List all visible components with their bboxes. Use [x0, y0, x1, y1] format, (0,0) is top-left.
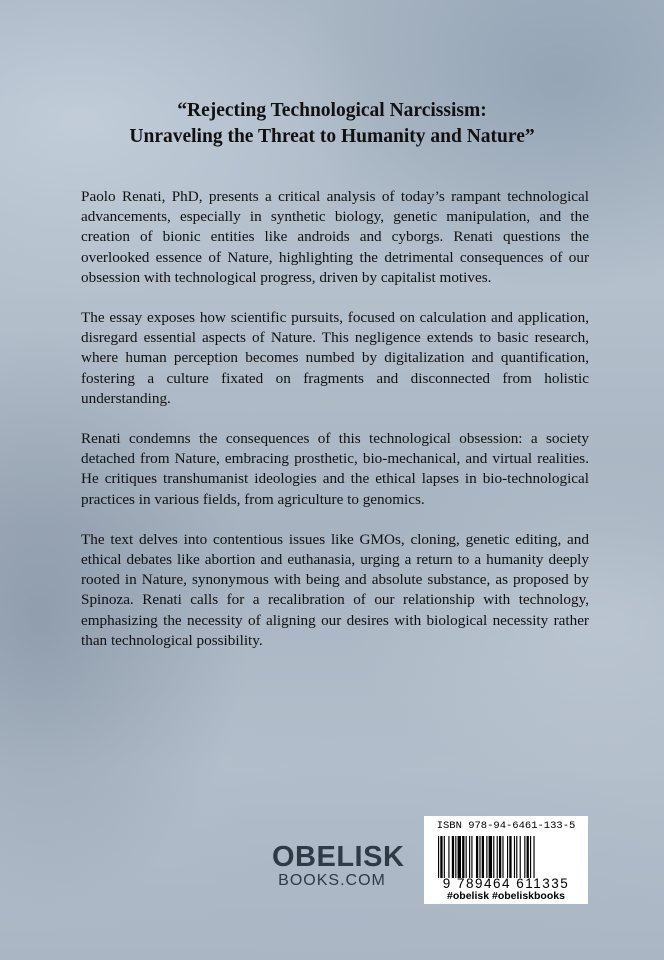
- publisher-brand: OBELISK: [272, 841, 405, 873]
- blurb-paragraph-1: Paolo Renati, PhD, presents a critical analysis of today’s rampant technological advancements, especially in synthetic biology, genetic manipulation, and the creation of bionic entities like androids and cyborgs. Renati questions the overlooked essence of Nature, highlighting the detrimental consequences of our obsession with technological progress, driven by capitalist motives.: [81, 188, 589, 286]
- book-title: [0, 98, 664, 150]
- barcode-icon: [438, 836, 586, 878]
- blurb: [81, 187, 589, 671]
- barcode-panel: [424, 816, 588, 904]
- publisher-logo: [272, 841, 405, 904]
- isbn-text: ISBN 978-94-6461-133-5: [436, 820, 576, 832]
- blurb-paragraph-2: The essay exposes how scientific pursuits, focused on calculation and application, disregard essential aspects of Nature. This negligence extends to basic research, where human perception becomes numbed by digitalization and quantification, fostering a culture fixated on fragments and disconnected from holistic understanding.: [81, 309, 589, 407]
- barcode-digits: 9 789464 611335: [442, 876, 570, 891]
- hashtags: #obelisk #obeliskbooks: [447, 890, 565, 902]
- title-line-1: “Rejecting Technological Narcissism:: [177, 100, 487, 121]
- blurb-paragraph-4: The text delves into contentious issues like GMOs, cloning, genetic editing, and ethical debates like abortion and euthanasia, urging a return to a humanity deeply rooted in Nature, synonymous with being and absolute substance, as proposed by Spinoza. Renati calls for a recalibration of our relationship with technology, emphasizing the necessity of aligning our desires with biological necessity rather than technological possibility.: [81, 530, 589, 649]
- publisher-domain: BOOKS.COM: [278, 872, 386, 889]
- blurb-paragraph-3: Renati condemns the consequences of this technological obsession: a society detached from Nature, embracing prosthetic, bio-mechanical, and virtual realities. He critiques transhumanist ideologies and the ethical lapses in bio-technological practices in various fields, from agriculture to genomics.: [81, 430, 589, 508]
- title-line-2: Unraveling the Threat to Humanity and Nature”: [129, 126, 535, 147]
